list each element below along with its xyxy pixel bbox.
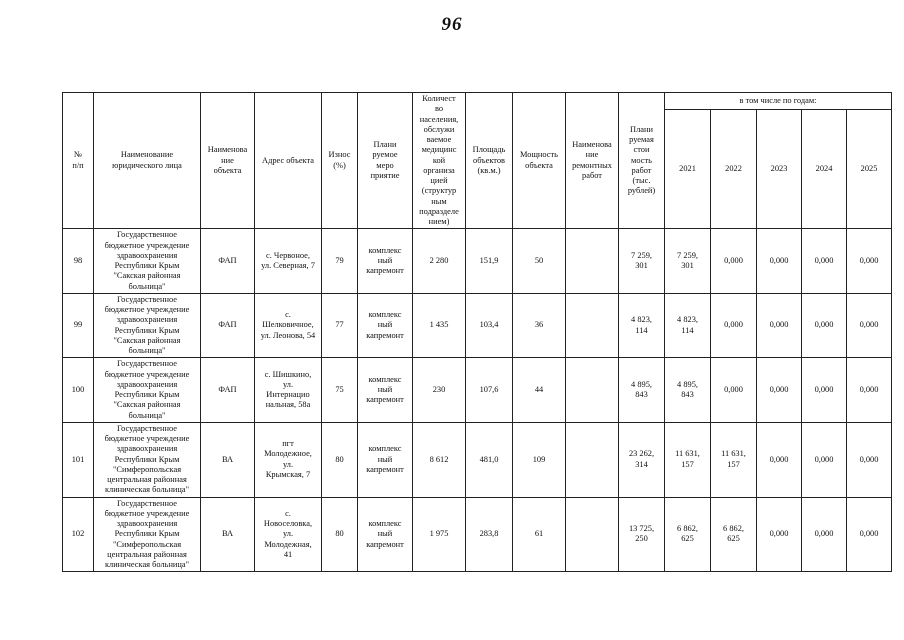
header-num: № п/п xyxy=(63,93,94,229)
row-cost: 13 725, 250 xyxy=(619,497,665,572)
row-population: 2 280 xyxy=(413,229,466,294)
row-area: 103,4 xyxy=(466,293,513,358)
header-population: Количест во населения, обслужи ваемое медицинс кой организа цией (структур ным подразделе нием) xyxy=(413,93,466,229)
row-measure: комплекс ный капремонт xyxy=(358,497,413,572)
row-year-2024: 0,000 xyxy=(802,293,847,358)
row-org: Государственное бюджетное учреждение здравоохранения Республики Крым "Сакская районная больница" xyxy=(94,293,201,358)
row-year-2022: 11 631, 157 xyxy=(711,422,757,497)
row-num: 100 xyxy=(63,358,94,423)
row-measure: комплекс ный капремонт xyxy=(358,422,413,497)
row-year-2025: 0,000 xyxy=(847,358,892,423)
row-wear: 79 xyxy=(322,229,358,294)
row-measure: комплекс ный капремонт xyxy=(358,229,413,294)
table-row xyxy=(63,422,892,497)
row-object-name: ФАП xyxy=(201,293,255,358)
row-address: с. Новоселовка, ул. Молодежная, 41 xyxy=(255,497,322,572)
header-by-years: в том числе по годам: xyxy=(665,93,892,110)
row-capacity: 36 xyxy=(513,293,566,358)
row-address: с. Шелковичное, ул. Леонова, 54 xyxy=(255,293,322,358)
row-year-2021: 4 895, 843 xyxy=(665,358,711,423)
row-year-2022: 0,000 xyxy=(711,358,757,423)
header-year: 2023 xyxy=(757,110,802,229)
row-wear: 75 xyxy=(322,358,358,423)
row-year-2023: 0,000 xyxy=(757,229,802,294)
row-year-2024: 0,000 xyxy=(802,358,847,423)
row-org: Государственное бюджетное учреждение здравоохранения Республики Крым "Сакская районная больница" xyxy=(94,229,201,294)
row-address: с. Шишкино, ул. Интернацио нальная, 58а xyxy=(255,358,322,423)
row-year-2022: 0,000 xyxy=(711,229,757,294)
row-year-2023: 0,000 xyxy=(757,358,802,423)
row-num: 98 xyxy=(63,229,94,294)
row-measure: комплекс ный капремонт xyxy=(358,358,413,423)
row-address: пгт Молодежное, ул. Крымская, 7 xyxy=(255,422,322,497)
header-year: 2024 xyxy=(802,110,847,229)
row-cost: 4 895, 843 xyxy=(619,358,665,423)
row-year-2023: 0,000 xyxy=(757,497,802,572)
row-area: 283,8 xyxy=(466,497,513,572)
row-year-2024: 0,000 xyxy=(802,229,847,294)
row-capacity: 44 xyxy=(513,358,566,423)
row-org: Государственное бюджетное учреждение здравоохранения Республики Крым "Симферопольская центральная районная клиническая больница" xyxy=(94,497,201,572)
row-area: 481,0 xyxy=(466,422,513,497)
header-measure: Плани руемое меро приятие xyxy=(358,93,413,229)
row-repair xyxy=(566,422,619,497)
row-num: 102 xyxy=(63,497,94,572)
row-object-name: ВА xyxy=(201,422,255,497)
row-org: Государственное бюджетное учреждение здравоохранения Республики Крым "Симферопольская центральная районная клиническая больница" xyxy=(94,422,201,497)
row-population: 1 975 xyxy=(413,497,466,572)
row-year-2021: 4 823, 114 xyxy=(665,293,711,358)
table-header xyxy=(63,93,892,229)
header-year: 2021 xyxy=(665,110,711,229)
row-year-2024: 0,000 xyxy=(802,497,847,572)
row-wear: 80 xyxy=(322,497,358,572)
header-cost: Плани руемая стои мость работ (тыс. рублей) xyxy=(619,93,665,229)
row-cost: 4 823, 114 xyxy=(619,293,665,358)
row-repair xyxy=(566,229,619,294)
row-repair xyxy=(566,358,619,423)
row-year-2023: 0,000 xyxy=(757,422,802,497)
table-row xyxy=(63,497,892,572)
row-object-name: ФАП xyxy=(201,229,255,294)
row-cost: 23 262, 314 xyxy=(619,422,665,497)
row-capacity: 109 xyxy=(513,422,566,497)
row-capacity: 50 xyxy=(513,229,566,294)
row-org: Государственное бюджетное учреждение здравоохранения Республики Крым "Сакская районная больница" xyxy=(94,358,201,423)
row-year-2021: 6 862, 625 xyxy=(665,497,711,572)
row-repair xyxy=(566,293,619,358)
row-area: 151,9 xyxy=(466,229,513,294)
header-org: Наименование юридического лица xyxy=(94,93,201,229)
row-area: 107,6 xyxy=(466,358,513,423)
table-row xyxy=(63,229,892,294)
row-year-2022: 6 862, 625 xyxy=(711,497,757,572)
header-capacity: Мощность объекта xyxy=(513,93,566,229)
row-year-2025: 0,000 xyxy=(847,293,892,358)
row-population: 230 xyxy=(413,358,466,423)
row-year-2021: 7 259, 301 xyxy=(665,229,711,294)
row-year-2025: 0,000 xyxy=(847,422,892,497)
header-year: 2025 xyxy=(847,110,892,229)
row-wear: 77 xyxy=(322,293,358,358)
table-row xyxy=(63,358,892,423)
header-wear: Износ (%) xyxy=(322,93,358,229)
row-num: 101 xyxy=(63,422,94,497)
row-wear: 80 xyxy=(322,422,358,497)
header-repair: Наименова ние ремонтных работ xyxy=(566,93,619,229)
row-measure: комплекс ный капремонт xyxy=(358,293,413,358)
row-year-2021: 11 631, 157 xyxy=(665,422,711,497)
row-population: 8 612 xyxy=(413,422,466,497)
row-repair xyxy=(566,497,619,572)
row-year-2025: 0,000 xyxy=(847,497,892,572)
header-area: Площадь объектов (кв.м.) xyxy=(466,93,513,229)
row-year-2025: 0,000 xyxy=(847,229,892,294)
row-population: 1 435 xyxy=(413,293,466,358)
row-num: 99 xyxy=(63,293,94,358)
page-number: 96 xyxy=(441,14,463,35)
table-body xyxy=(63,229,892,572)
row-address: с. Червоное, ул. Северная, 7 xyxy=(255,229,322,294)
table-row xyxy=(63,293,892,358)
header-address: Адрес объекта xyxy=(255,93,322,229)
row-year-2024: 0,000 xyxy=(802,422,847,497)
row-year-2023: 0,000 xyxy=(757,293,802,358)
row-object-name: ФАП xyxy=(201,358,255,423)
capital-repair-table xyxy=(62,92,892,572)
header-object-name: Наименова ние объекта xyxy=(201,93,255,229)
row-capacity: 61 xyxy=(513,497,566,572)
row-year-2022: 0,000 xyxy=(711,293,757,358)
row-object-name: ВА xyxy=(201,497,255,572)
row-cost: 7 259, 301 xyxy=(619,229,665,294)
header-year: 2022 xyxy=(711,110,757,229)
